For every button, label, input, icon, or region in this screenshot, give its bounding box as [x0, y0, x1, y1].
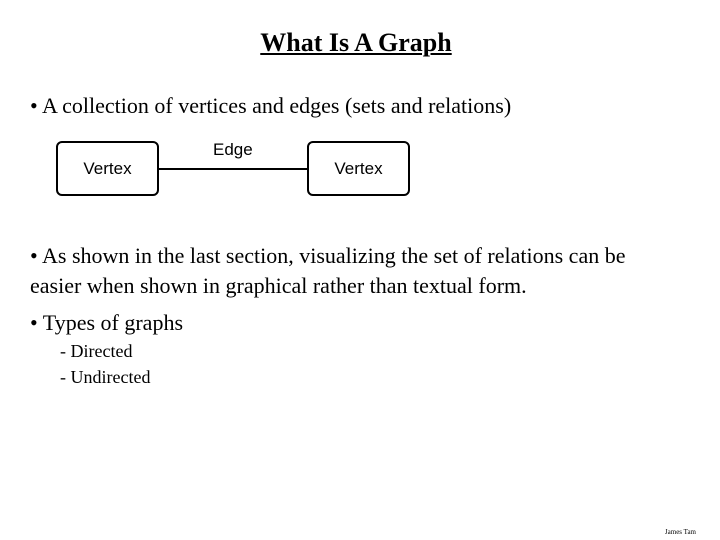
bullet-visualizing: • As shown in the last section, visualizing the set of relations can be easier when shown in graphical rather than textual form.	[30, 243, 626, 298]
vertex-left-label: Vertex	[83, 158, 132, 178]
sub-item-directed: - Directed	[60, 341, 133, 361]
footer-author: James Tam	[664, 528, 696, 536]
bullet-types: • Types of graphs	[30, 310, 184, 335]
vertex-left-box	[56, 141, 159, 196]
edge-label: Edge	[213, 140, 253, 159]
vertex-right-box	[307, 141, 410, 196]
edge-line	[159, 168, 307, 170]
vertex-right-label: Vertex	[334, 158, 383, 178]
slide-title: What Is A Graph	[260, 28, 452, 57]
bullet-collection: • A collection of vertices and edges (sets and relations)	[30, 93, 512, 118]
sub-item-undirected: - Undirected	[60, 367, 151, 387]
